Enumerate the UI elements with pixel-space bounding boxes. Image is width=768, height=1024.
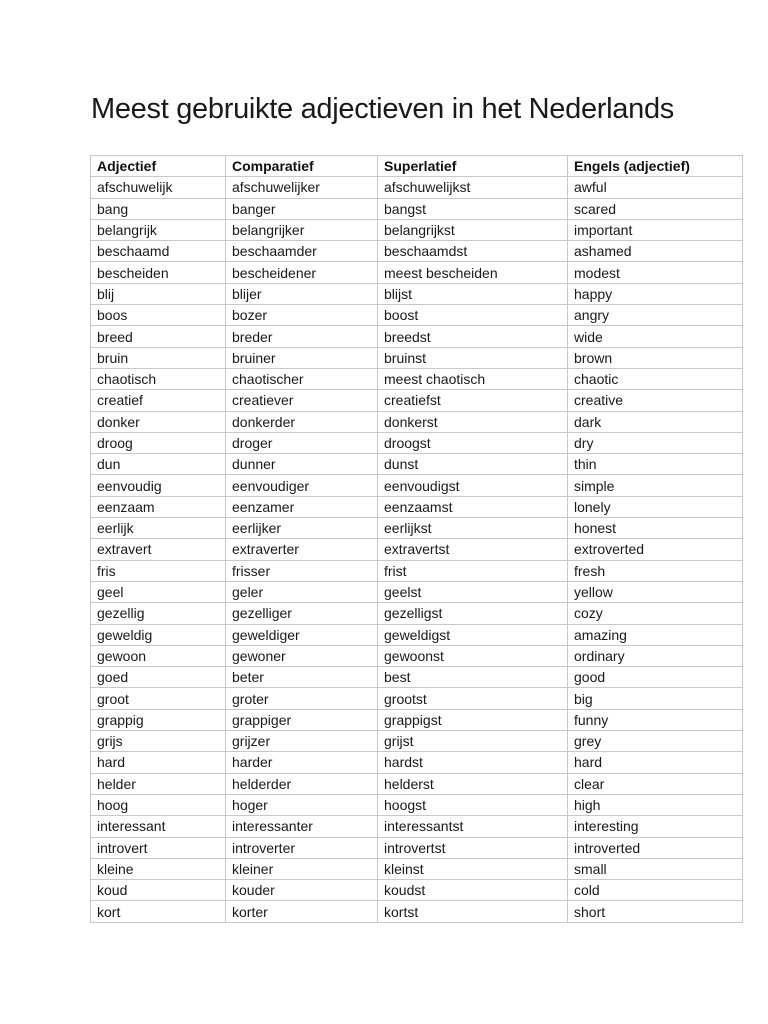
table-row bbox=[91, 581, 743, 602]
cell-comparatief: chaotischer bbox=[226, 368, 378, 389]
cell-adjectief: boos bbox=[91, 305, 226, 326]
table-row bbox=[91, 219, 743, 240]
cell-superlatief: grijst bbox=[378, 731, 568, 752]
cell-superlatief: breedst bbox=[378, 326, 568, 347]
page-title: Meest gebruikte adjectieven in het Nederlands bbox=[91, 93, 674, 125]
cell-comparatief: droger bbox=[226, 432, 378, 453]
cell-engels: thin bbox=[568, 454, 743, 475]
cell-engels: funny bbox=[568, 709, 743, 730]
cell-superlatief: beschaamdst bbox=[378, 241, 568, 262]
cell-superlatief: frist bbox=[378, 560, 568, 581]
cell-comparatief: frisser bbox=[226, 560, 378, 581]
cell-adjectief: gezellig bbox=[91, 603, 226, 624]
cell-engels: cold bbox=[568, 880, 743, 901]
cell-adjectief: introvert bbox=[91, 837, 226, 858]
cell-adjectief: grappig bbox=[91, 709, 226, 730]
cell-comparatief: bozer bbox=[226, 305, 378, 326]
column-header-engels: Engels (adjectief) bbox=[568, 156, 743, 177]
cell-superlatief: droogst bbox=[378, 432, 568, 453]
table-row bbox=[91, 560, 743, 581]
cell-adjectief: creatief bbox=[91, 390, 226, 411]
cell-engels: angry bbox=[568, 305, 743, 326]
cell-comparatief: banger bbox=[226, 198, 378, 219]
table-row bbox=[91, 262, 743, 283]
cell-engels: awful bbox=[568, 177, 743, 198]
cell-superlatief: kortst bbox=[378, 901, 568, 922]
table-row bbox=[91, 518, 743, 539]
cell-adjectief: bruin bbox=[91, 347, 226, 368]
cell-comparatief: beschaamder bbox=[226, 241, 378, 262]
cell-adjectief: eenzaam bbox=[91, 496, 226, 517]
cell-adjectief: blij bbox=[91, 283, 226, 304]
cell-comparatief: harder bbox=[226, 752, 378, 773]
cell-engels: creative bbox=[568, 390, 743, 411]
cell-superlatief: afschuwelijkst bbox=[378, 177, 568, 198]
cell-superlatief: introvertst bbox=[378, 837, 568, 858]
table-row bbox=[91, 390, 743, 411]
cell-adjectief: hoog bbox=[91, 794, 226, 815]
cell-comparatief: hoger bbox=[226, 794, 378, 815]
cell-engels: good bbox=[568, 667, 743, 688]
cell-adjectief: koud bbox=[91, 880, 226, 901]
cell-engels: ashamed bbox=[568, 241, 743, 262]
table-row bbox=[91, 411, 743, 432]
table-row bbox=[91, 177, 743, 198]
table-row bbox=[91, 688, 743, 709]
cell-engels: scared bbox=[568, 198, 743, 219]
column-header-comparatief: Comparatief bbox=[226, 156, 378, 177]
cell-engels: modest bbox=[568, 262, 743, 283]
cell-adjectief: breed bbox=[91, 326, 226, 347]
cell-engels: dark bbox=[568, 411, 743, 432]
cell-adjectief: helder bbox=[91, 773, 226, 794]
column-header-superlatief: Superlatief bbox=[378, 156, 568, 177]
cell-adjectief: eenvoudig bbox=[91, 475, 226, 496]
cell-superlatief: eenvoudigst bbox=[378, 475, 568, 496]
cell-superlatief: geweldigst bbox=[378, 624, 568, 645]
table-row bbox=[91, 837, 743, 858]
cell-superlatief: boost bbox=[378, 305, 568, 326]
cell-comparatief: extraverter bbox=[226, 539, 378, 560]
cell-comparatief: helderder bbox=[226, 773, 378, 794]
cell-adjectief: belangrijk bbox=[91, 219, 226, 240]
cell-superlatief: grappigst bbox=[378, 709, 568, 730]
cell-superlatief: grootst bbox=[378, 688, 568, 709]
cell-engels: chaotic bbox=[568, 368, 743, 389]
cell-comparatief: gewoner bbox=[226, 645, 378, 666]
cell-superlatief: blijst bbox=[378, 283, 568, 304]
table-row bbox=[91, 539, 743, 560]
cell-adjectief: kleine bbox=[91, 858, 226, 879]
cell-comparatief: breder bbox=[226, 326, 378, 347]
table-row bbox=[91, 198, 743, 219]
table-header-row bbox=[91, 156, 743, 177]
cell-comparatief: groter bbox=[226, 688, 378, 709]
cell-adjectief: bescheiden bbox=[91, 262, 226, 283]
cell-adjectief: dun bbox=[91, 454, 226, 475]
cell-superlatief: belangrijkst bbox=[378, 219, 568, 240]
cell-comparatief: creatiever bbox=[226, 390, 378, 411]
cell-comparatief: eenvoudiger bbox=[226, 475, 378, 496]
cell-engels: important bbox=[568, 219, 743, 240]
table-row bbox=[91, 305, 743, 326]
cell-adjectief: chaotisch bbox=[91, 368, 226, 389]
cell-adjectief: fris bbox=[91, 560, 226, 581]
cell-engels: dry bbox=[568, 432, 743, 453]
table-row bbox=[91, 731, 743, 752]
cell-comparatief: interessanter bbox=[226, 816, 378, 837]
table-row bbox=[91, 794, 743, 815]
table-row bbox=[91, 645, 743, 666]
cell-comparatief: belangrijker bbox=[226, 219, 378, 240]
table-row bbox=[91, 880, 743, 901]
cell-engels: cozy bbox=[568, 603, 743, 624]
table-row bbox=[91, 475, 743, 496]
cell-comparatief: korter bbox=[226, 901, 378, 922]
cell-comparatief: kleiner bbox=[226, 858, 378, 879]
table-row bbox=[91, 624, 743, 645]
cell-engels: amazing bbox=[568, 624, 743, 645]
cell-comparatief: eerlijker bbox=[226, 518, 378, 539]
cell-superlatief: bruinst bbox=[378, 347, 568, 368]
cell-superlatief: dunst bbox=[378, 454, 568, 475]
table-row bbox=[91, 454, 743, 475]
cell-superlatief: hardst bbox=[378, 752, 568, 773]
cell-adjectief: interessant bbox=[91, 816, 226, 837]
cell-comparatief: blijer bbox=[226, 283, 378, 304]
cell-adjectief: eerlijk bbox=[91, 518, 226, 539]
adjectives-table bbox=[90, 155, 743, 923]
cell-superlatief: creatiefst bbox=[378, 390, 568, 411]
cell-engels: high bbox=[568, 794, 743, 815]
cell-comparatief: grijzer bbox=[226, 731, 378, 752]
cell-adjectief: beschaamd bbox=[91, 241, 226, 262]
cell-superlatief: helderst bbox=[378, 773, 568, 794]
cell-comparatief: kouder bbox=[226, 880, 378, 901]
column-header-adjectief: Adjectief bbox=[91, 156, 226, 177]
table-row bbox=[91, 773, 743, 794]
table-row bbox=[91, 368, 743, 389]
cell-engels: hard bbox=[568, 752, 743, 773]
cell-engels: extroverted bbox=[568, 539, 743, 560]
cell-comparatief: bruiner bbox=[226, 347, 378, 368]
cell-engels: brown bbox=[568, 347, 743, 368]
cell-superlatief: eenzaamst bbox=[378, 496, 568, 517]
cell-engels: simple bbox=[568, 475, 743, 496]
cell-superlatief: donkerst bbox=[378, 411, 568, 432]
table-row bbox=[91, 496, 743, 517]
cell-engels: wide bbox=[568, 326, 743, 347]
cell-engels: big bbox=[568, 688, 743, 709]
cell-comparatief: gezelliger bbox=[226, 603, 378, 624]
table-row bbox=[91, 816, 743, 837]
cell-engels: interesting bbox=[568, 816, 743, 837]
cell-adjectief: extravert bbox=[91, 539, 226, 560]
cell-adjectief: afschuwelijk bbox=[91, 177, 226, 198]
table-row bbox=[91, 603, 743, 624]
cell-superlatief: kleinst bbox=[378, 858, 568, 879]
cell-adjectief: groot bbox=[91, 688, 226, 709]
table-row bbox=[91, 283, 743, 304]
cell-superlatief: gewoonst bbox=[378, 645, 568, 666]
cell-engels: short bbox=[568, 901, 743, 922]
table-row bbox=[91, 241, 743, 262]
table-body bbox=[91, 177, 743, 922]
cell-comparatief: afschuwelijker bbox=[226, 177, 378, 198]
cell-engels: grey bbox=[568, 731, 743, 752]
cell-adjectief: geweldig bbox=[91, 624, 226, 645]
table-row bbox=[91, 347, 743, 368]
cell-engels: yellow bbox=[568, 581, 743, 602]
cell-comparatief: donkerder bbox=[226, 411, 378, 432]
cell-adjectief: geel bbox=[91, 581, 226, 602]
cell-comparatief: beter bbox=[226, 667, 378, 688]
cell-engels: lonely bbox=[568, 496, 743, 517]
cell-superlatief: interessantst bbox=[378, 816, 568, 837]
cell-superlatief: extravertst bbox=[378, 539, 568, 560]
cell-comparatief: eenzamer bbox=[226, 496, 378, 517]
cell-adjectief: goed bbox=[91, 667, 226, 688]
cell-engels: fresh bbox=[568, 560, 743, 581]
cell-superlatief: eerlijkst bbox=[378, 518, 568, 539]
table-row bbox=[91, 709, 743, 730]
cell-comparatief: bescheidener bbox=[226, 262, 378, 283]
table-row bbox=[91, 326, 743, 347]
table-row bbox=[91, 432, 743, 453]
table-row bbox=[91, 752, 743, 773]
cell-engels: ordinary bbox=[568, 645, 743, 666]
cell-comparatief: geweldiger bbox=[226, 624, 378, 645]
cell-engels: happy bbox=[568, 283, 743, 304]
table-row bbox=[91, 858, 743, 879]
cell-superlatief: meest chaotisch bbox=[378, 368, 568, 389]
cell-adjectief: bang bbox=[91, 198, 226, 219]
cell-engels: honest bbox=[568, 518, 743, 539]
cell-superlatief: gezelligst bbox=[378, 603, 568, 624]
cell-superlatief: bangst bbox=[378, 198, 568, 219]
cell-comparatief: geler bbox=[226, 581, 378, 602]
cell-superlatief: hoogst bbox=[378, 794, 568, 815]
cell-comparatief: introverter bbox=[226, 837, 378, 858]
cell-superlatief: koudst bbox=[378, 880, 568, 901]
cell-adjectief: donker bbox=[91, 411, 226, 432]
table-row bbox=[91, 667, 743, 688]
table-row bbox=[91, 901, 743, 922]
cell-adjectief: droog bbox=[91, 432, 226, 453]
cell-adjectief: kort bbox=[91, 901, 226, 922]
cell-engels: introverted bbox=[568, 837, 743, 858]
cell-adjectief: gewoon bbox=[91, 645, 226, 666]
cell-engels: clear bbox=[568, 773, 743, 794]
cell-comparatief: grappiger bbox=[226, 709, 378, 730]
cell-comparatief: dunner bbox=[226, 454, 378, 475]
cell-engels: small bbox=[568, 858, 743, 879]
cell-adjectief: grijs bbox=[91, 731, 226, 752]
cell-superlatief: best bbox=[378, 667, 568, 688]
cell-superlatief: meest bescheiden bbox=[378, 262, 568, 283]
cell-superlatief: geelst bbox=[378, 581, 568, 602]
cell-adjectief: hard bbox=[91, 752, 226, 773]
